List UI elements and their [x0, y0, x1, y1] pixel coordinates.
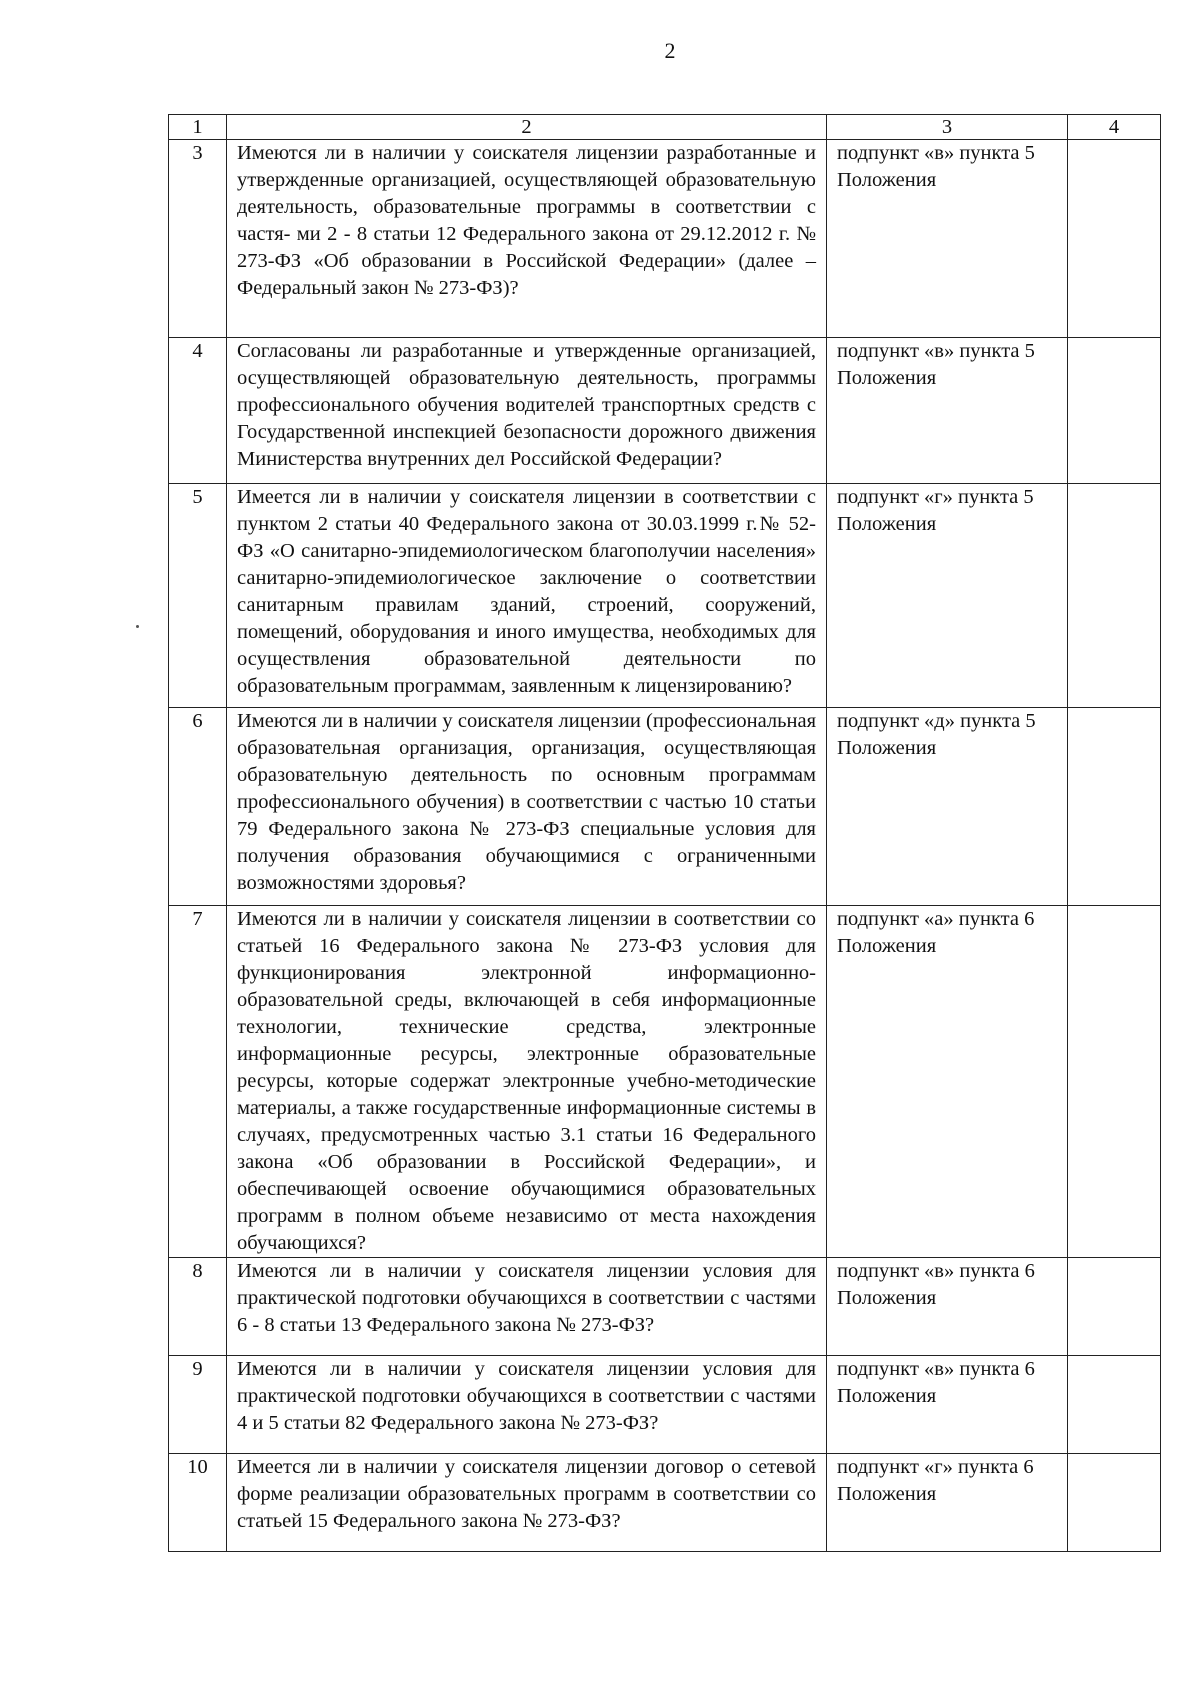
row-question: Имеются ли в наличии у соискателя лицензии условия для практической подготовки обучающихся в соответствии с частями 4 и 5 статьи 82 Федерального закона № 273-ФЗ?	[227, 1356, 827, 1454]
row-legal-basis: подпункт «г» пункта 6 Положения	[827, 1454, 1068, 1552]
row-legal-basis: подпункт «г» пункта 5 Положения	[827, 484, 1068, 708]
row-legal-basis: подпункт «в» пункта 5 Положения	[827, 140, 1068, 338]
table-row	[169, 338, 1161, 484]
row-answer	[1068, 1258, 1161, 1356]
row-question: Согласованы ли разработанные и утвержденные организацией, осуществляющей образовательную деятельность, программы профессионального обучения водителей транспортных средств с Государственной инспекцией безопасности дорожного движения Министерства внутренних дел Российской Федерации?	[227, 338, 827, 484]
checklist-table	[168, 114, 1161, 1552]
row-number: 10	[169, 1454, 227, 1552]
row-number: 3	[169, 140, 227, 338]
row-number: 7	[169, 906, 227, 1258]
table-row	[169, 906, 1161, 1258]
table-row	[169, 140, 1161, 338]
row-number: 6	[169, 708, 227, 906]
row-question: Имеются ли в наличии у соискателя лицензии в соответствии со статьей 16 Федерального закона № 273-ФЗ условия для функционирования электронной информационно-образовательной среды, включающей в себя информационные технологии, технические средства, электронные информационные ресурсы, электронные образовательные ресурсы, которые содержат электронные учебно-методические материалы, а также государственные информационные системы в случаях, предусмотренных частью 3.1 статьи 16 Федерального закона «Об образовании в Российской Федерации», и обеспечивающей освоение обучающимися образовательных программ в полном объеме независимо от места нахождения обучающихся?	[227, 906, 827, 1258]
row-question: Имеется ли в наличии у соискателя лицензии договор о сетевой форме реализации образовательных программ в соответствии со статьей 15 Федерального закона № 273-ФЗ?	[227, 1454, 827, 1552]
header-col-2: 2	[227, 115, 827, 140]
row-number: 8	[169, 1258, 227, 1356]
table-row	[169, 484, 1161, 708]
row-legal-basis: подпункт «а» пункта 6 Положения	[827, 906, 1068, 1258]
table-row	[169, 1454, 1161, 1552]
row-answer	[1068, 484, 1161, 708]
row-answer	[1068, 140, 1161, 338]
page-number: 2	[664, 38, 676, 63]
row-answer	[1068, 1454, 1161, 1552]
header-col-4: 4	[1068, 115, 1161, 140]
row-number: 4	[169, 338, 227, 484]
header-col-1: 1	[169, 115, 227, 140]
row-answer	[1068, 906, 1161, 1258]
row-question: Имеются ли в наличии у соискателя лицензии условия для практической подготовки обучающихся в соответствии с частями 6 - 8 статьи 13 Федерального закона № 273-ФЗ?	[227, 1258, 827, 1356]
row-answer	[1068, 1356, 1161, 1454]
table-row	[169, 708, 1161, 906]
row-question: Имеются ли в наличии у соискателя лицензии разработанные и утвержденные организацией, осуществляющей образовательную деятельность, образовательные программы в соответствии с частя- ми 2 - 8 статьи 12 Федерального закона от 29.12.2012 г. № 273-ФЗ «Об образовании в Российской Федерации» (далее – Федеральный закон № 273-ФЗ)?	[227, 140, 827, 338]
header-col-3: 3	[827, 115, 1068, 140]
row-number: 9	[169, 1356, 227, 1454]
row-question: Имеется ли в наличии у соискателя лицензии в соответствии с пунктом 2 статьи 40 Федерального закона от 30.03.1999 г.№ 52-ФЗ «О санитарно-эпидемиологическом благополучии населения» санитарно-эпидемиологическое заключение о соответствии санитарным правилам зданий, строений, сооружений, помещений, оборудования и иного имущества, необходимых для осуществления образовательной деятельности по образовательным программам, заявленным к лицензированию?	[227, 484, 827, 708]
table-header-row	[169, 115, 1161, 140]
row-legal-basis: подпункт «д» пункта 5 Положения	[827, 708, 1068, 906]
row-legal-basis: подпункт «в» пункта 6 Положения	[827, 1258, 1068, 1356]
row-answer	[1068, 708, 1161, 906]
row-question: Имеются ли в наличии у соискателя лицензии (профессиональная образовательная организация, организация, осуществляющая образовательную деятельность по основным программам профессионального обучения) в соответствии с частью 10 статьи 79 Федерального закона № 273-ФЗ специальные условия для получения образования обучающимися с ограниченными возможностями здоровья?	[227, 708, 827, 906]
row-legal-basis: подпункт «в» пункта 5 Положения	[827, 338, 1068, 484]
table-body	[169, 115, 1161, 1552]
row-legal-basis: подпункт «в» пункта 6 Положения	[827, 1356, 1068, 1454]
row-answer	[1068, 338, 1161, 484]
table-row	[169, 1356, 1161, 1454]
table-row	[169, 1258, 1161, 1356]
stray-ink-dot	[136, 625, 139, 628]
row-number: 5	[169, 484, 227, 708]
